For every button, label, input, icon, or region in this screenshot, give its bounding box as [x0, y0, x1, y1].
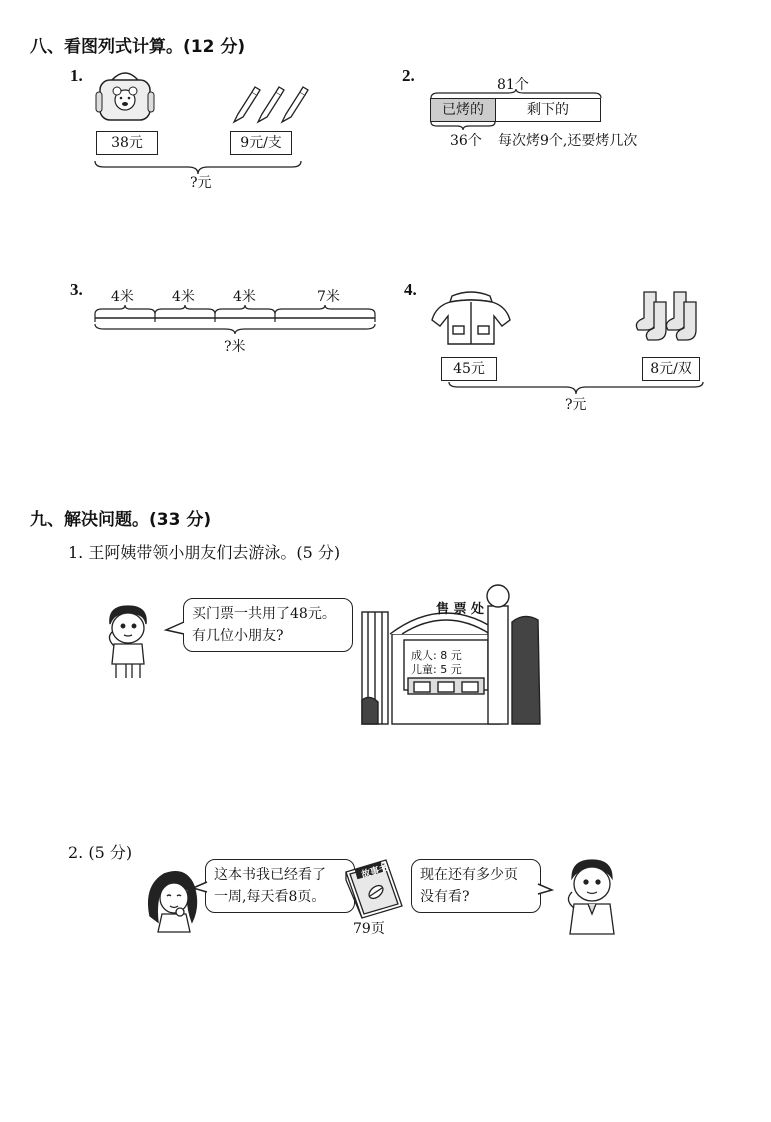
adult-price: 成人: 8 元: [411, 649, 462, 662]
boy-thinking-icon: [104, 602, 154, 678]
socks-icon: [634, 290, 704, 342]
q4-number: 4.: [404, 280, 417, 299]
remaining-segment: 剩下的: [495, 98, 601, 122]
boy-bubble-line2: 没有看?: [420, 889, 470, 905]
bubble-tail: [165, 620, 185, 636]
q3-segment-braces: [94, 304, 378, 334]
boy-speech-bubble: [411, 859, 541, 913]
baked-count: 36个: [450, 133, 482, 149]
q3-seg1-label: 4米: [111, 289, 134, 305]
q3-seg2-label: 4米: [172, 289, 195, 305]
bag-price-box: 38元: [96, 131, 158, 155]
jacket-icon: [430, 290, 512, 346]
q3-number: 3.: [70, 280, 83, 299]
q2-question: 每次烤9个,还要烤几次: [498, 133, 638, 149]
boy-bubble-tail: [537, 882, 553, 896]
q3-seg3-label: 4米: [233, 289, 256, 305]
section8-title: 八、看图列式计算。(12 分): [30, 37, 246, 57]
child-price: 儿童: 5 元: [411, 663, 462, 676]
p1-bubble-line2: 有几位小朋友?: [192, 628, 284, 644]
p1-bubble-line1: 买门票一共用了48元。: [192, 606, 336, 622]
p2-label: 2. (5 分): [68, 843, 133, 862]
q2-total: 81个: [497, 77, 529, 93]
baked-segment: 已烤的: [430, 98, 496, 122]
q1-number: 1.: [70, 66, 83, 85]
pen-price-box: 9元/支: [230, 131, 292, 155]
p1-speech-bubble: [183, 598, 353, 652]
book-title: 故事书: [360, 863, 390, 881]
q4-brace: [448, 381, 704, 395]
q4-total: ?元: [565, 397, 587, 413]
q3-total: ?米: [224, 339, 246, 355]
pencils-icon: [230, 84, 304, 124]
boy-icon: [560, 858, 620, 934]
q2-number: 2.: [402, 66, 415, 85]
girl-bubble-tail: [192, 880, 208, 894]
boy-bubble-line1: 现在还有多少页: [420, 867, 518, 883]
girl-speech-bubble: [205, 859, 355, 913]
girl-bubble-line2: 一周,每天看8页。: [214, 889, 326, 905]
book-pages: 79页: [353, 921, 385, 937]
backpack-icon: [94, 70, 156, 122]
coat-price-box: 45元: [441, 357, 497, 381]
booth-sign: 售 票 处: [436, 602, 485, 617]
q3-seg4-label: 7米: [317, 289, 340, 305]
q1-total: ?元: [190, 175, 212, 191]
girl-icon: [146, 866, 200, 932]
section9-title: 九、解决问题。(33 分): [30, 510, 212, 530]
socks-price-box: 8元/双: [642, 357, 700, 381]
girl-bubble-line1: 这本书我已经看了: [214, 867, 326, 883]
p1-label: 1. 王阿姨带领小朋友们去游泳。(5 分): [68, 543, 341, 562]
